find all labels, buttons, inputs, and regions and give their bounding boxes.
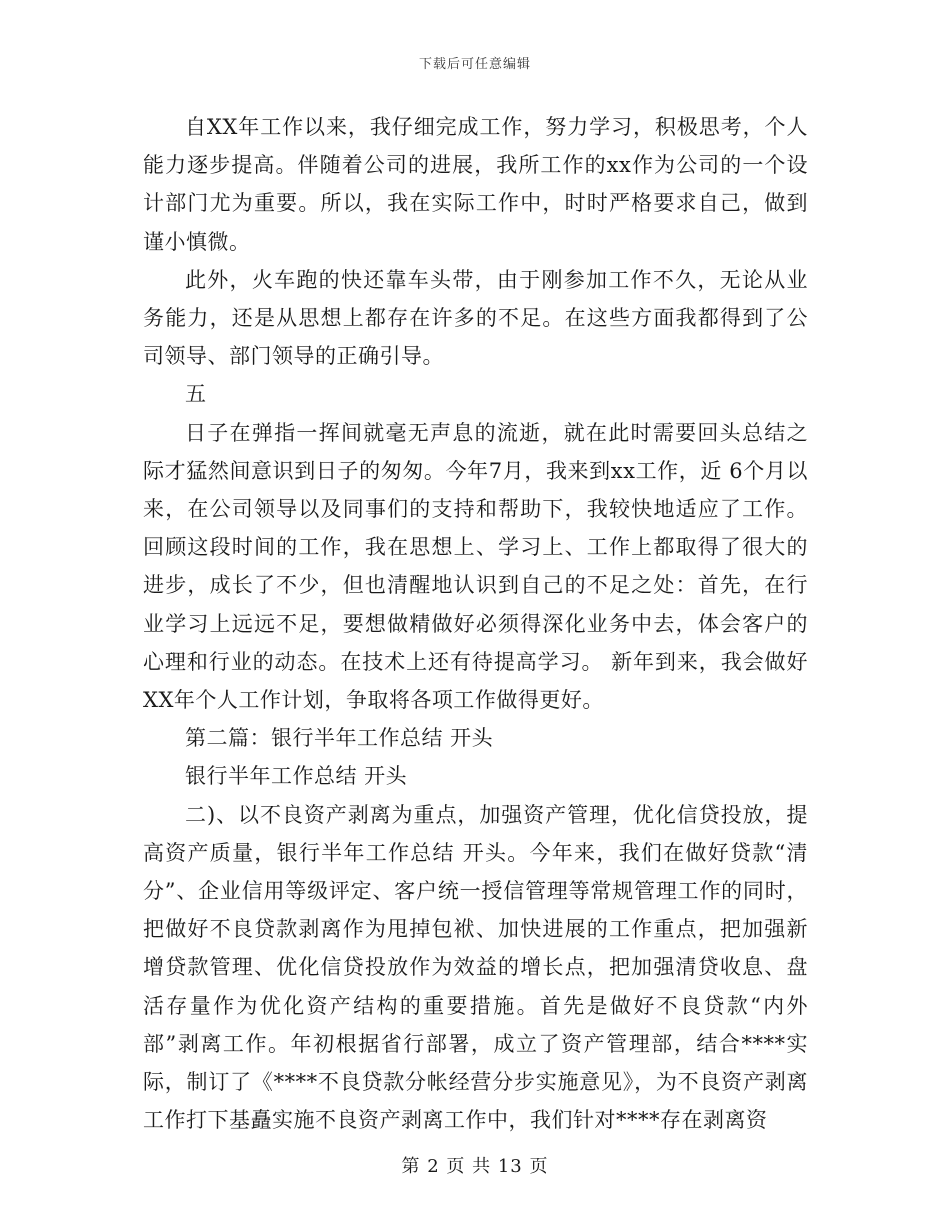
section-heading-five: 五	[185, 382, 207, 407]
document-body	[143, 108, 808, 1139]
paragraph-2: 此外，火车跑的快还靠车头带，由于刚参加工作不久，无论从业务能力，还是从思想上都存在许多的不足。在这些方面我都得到了公司领导、部门领导的正确引导。	[143, 267, 808, 369]
section-subtitle: 银行半年工作总结 开头	[185, 764, 408, 789]
header-note: 下载后可任意编辑	[418, 57, 531, 72]
paragraph-3: 日子在弹指一挥间就毫无声息的流逝，就在此时需要回头总结之际才猛然间意识到日子的匆匆。今年7月，我来到xx工作，近 6个月以来，在公司领导以及同事们的支持和帮助下，我较快地适应了工作。回顾这段时间的工作，我在思想上、学习上、工作上都取得了很大的进步，成长了不少，但也清醒地认识到自己的不足之处：首先，在行业学习上远远不足，要想做精做好必须得深化业务中去，体会客户的心理和行业的动态。在技术上还有待提高学习。 新年到来，我会做好XX年个人工作计划，争取将各项工作做得更好。	[143, 420, 808, 713]
section-title: 第二篇：银行半年工作总结 开头	[185, 726, 494, 751]
page-number: 第 2 页 共 13 页	[401, 1156, 549, 1177]
paragraph-1: 自XX年工作以来，我仔细完成工作，努力学习，积极思考，个人能力逐步提高。伴随着公司的进展，我所工作的xx作为公司的一个设计部门尤为重要。所以，我在实际工作中，时时严格要求自己，做到谨小慎微。	[143, 115, 808, 254]
paragraph-4: 二)、以不良资产剥离为重点，加强资产管理，优化信贷投放，提高资产质量，银行半年工作总结 开头。今年来，我们在做好贷款“清分”、企业信用等级评定、客户统一授信管理等常规管理工作的同时，把做好不良贷款剥离作为甩掉包袱、加快进展的工作重点，把加强新增贷款管理、优化信贷投放作为效益的增长点，把加强清贷收息、盘活存量作为优化资产结构的重要措施。首先是做好不良贷款“内外部”剥离工作。年初根据省行部署，成立了资产管理部，结合****实际，制订了《****不良贷款分帐经营分步实施意见》，为不良资产剥离工作打下基矗实施不良资产剥离工作中，我们针对****存在剥离资	[143, 802, 808, 1133]
